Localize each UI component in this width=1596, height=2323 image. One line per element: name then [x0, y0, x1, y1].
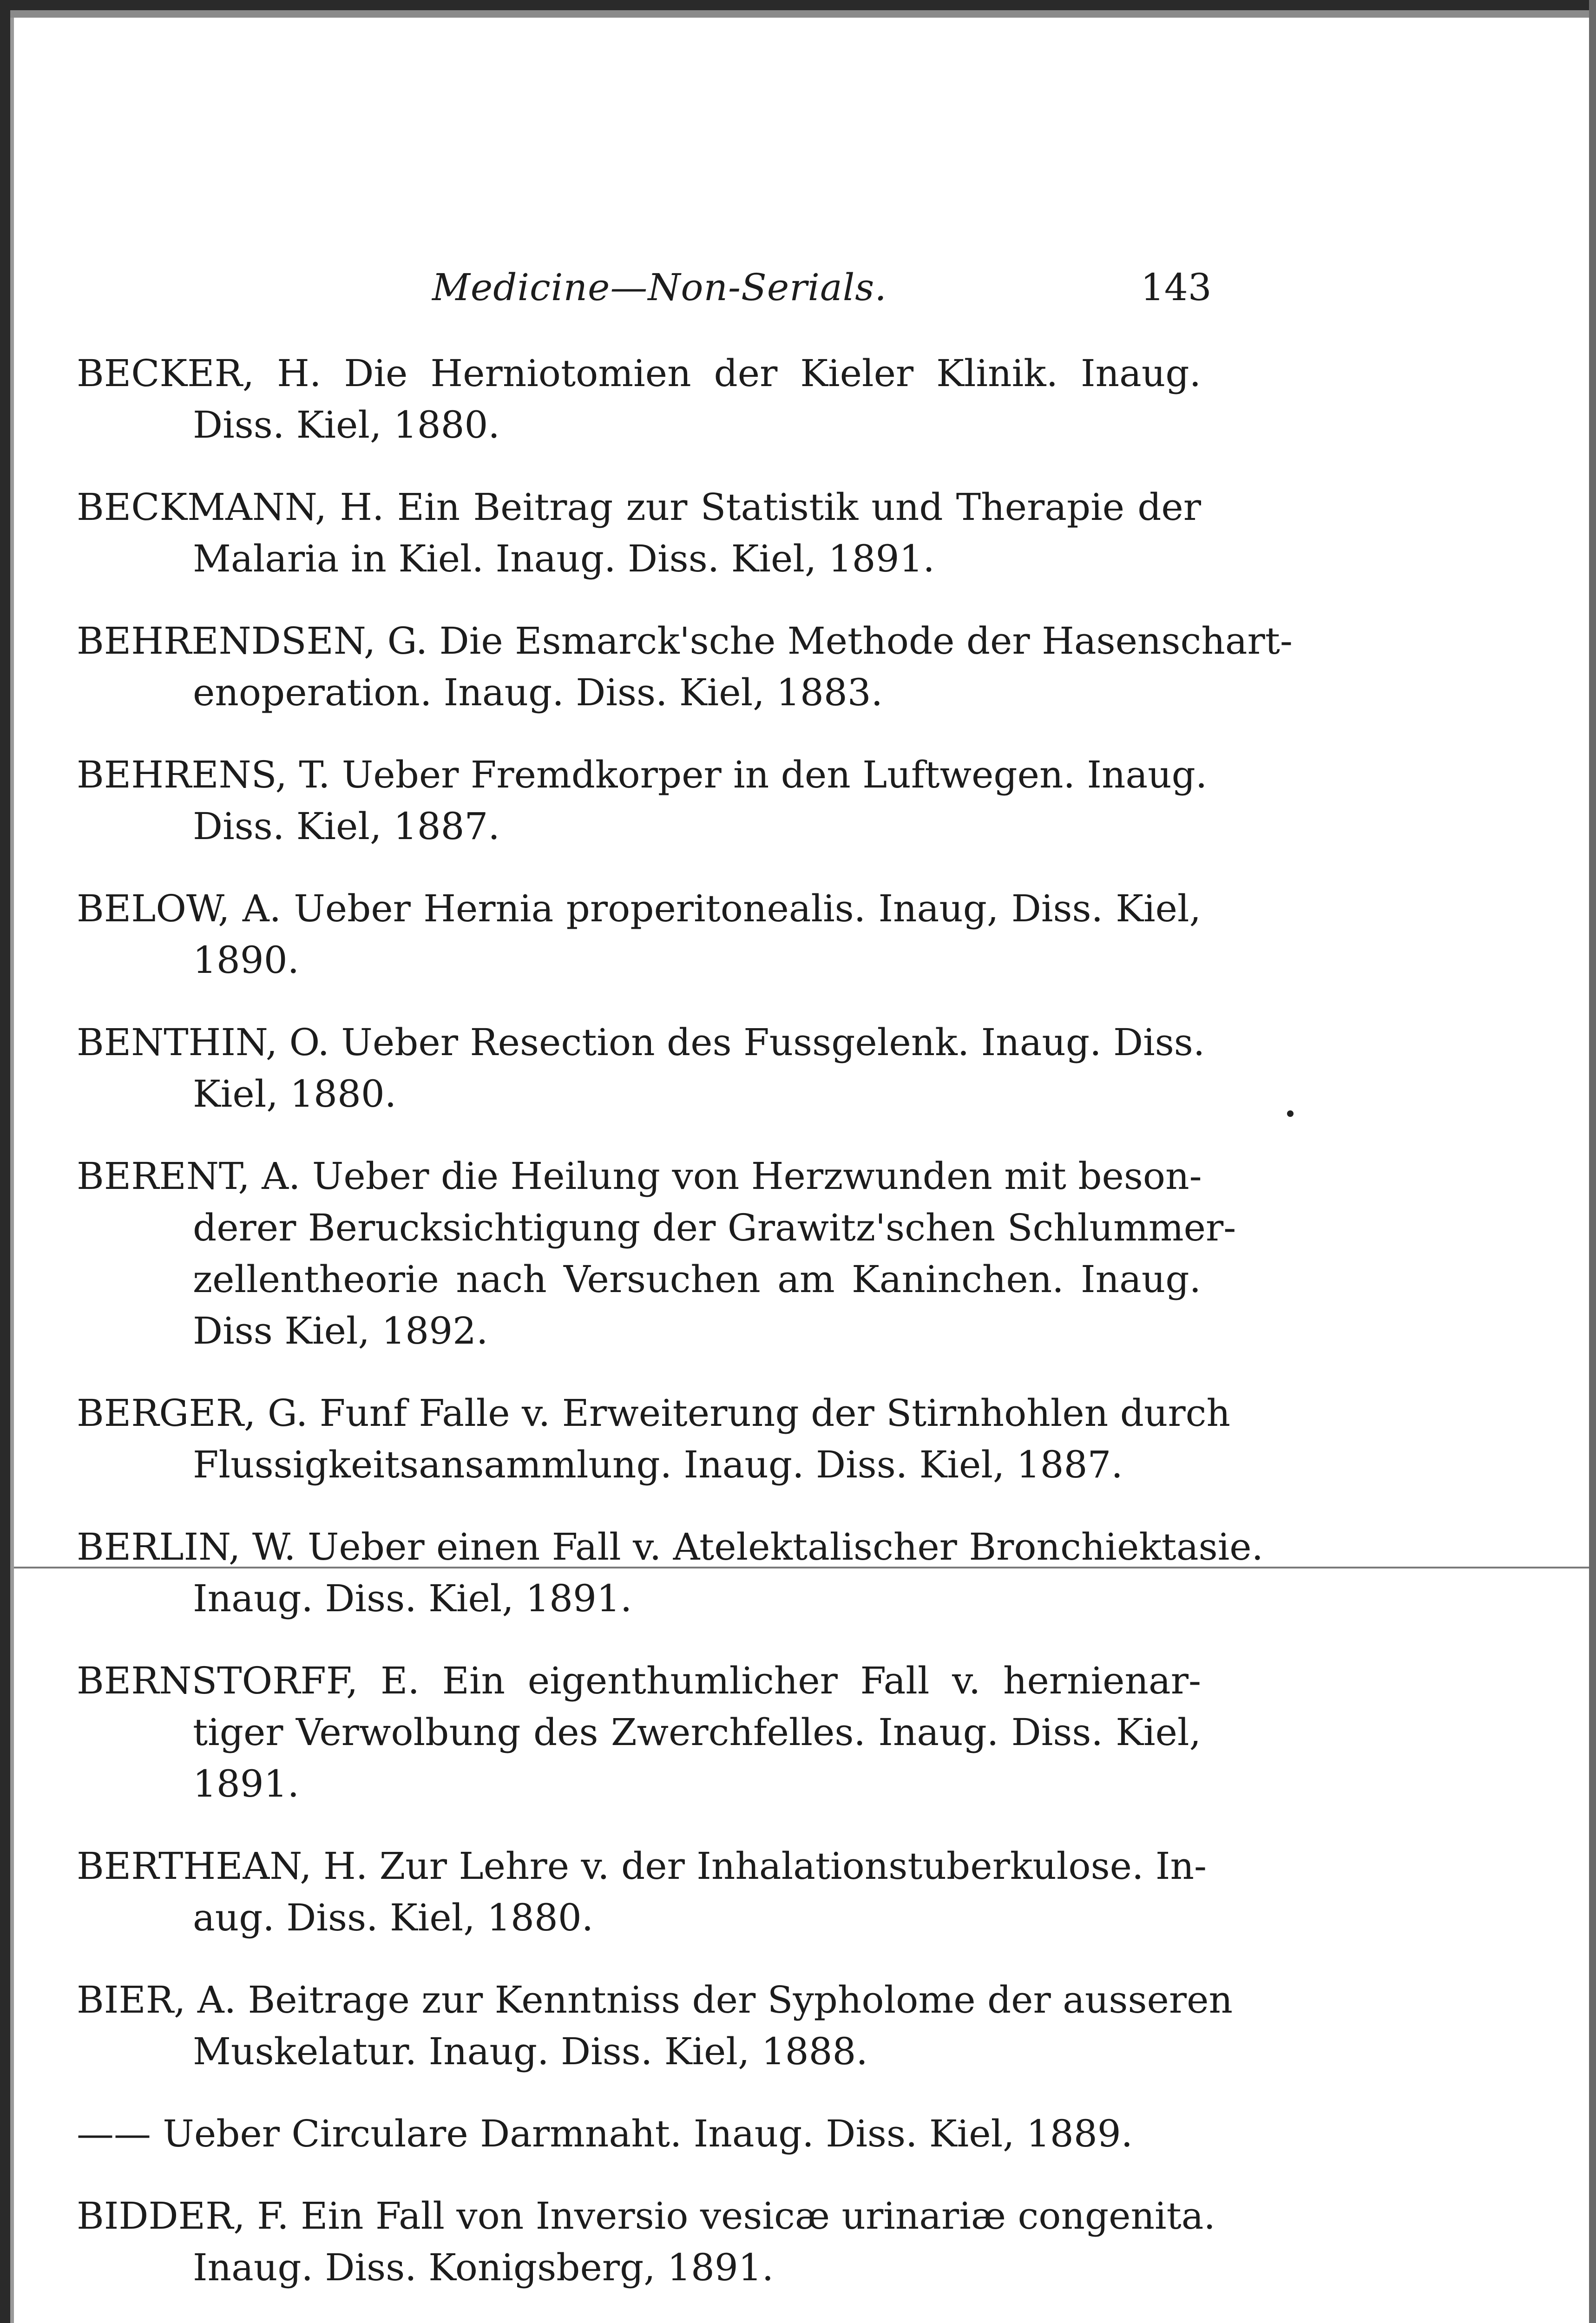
bibliography-entry: [77, 1974, 1233, 2077]
running-head: Medicine—Non-Serials.: [432, 266, 887, 309]
scan-edge-left: [0, 0, 10, 2323]
bibliography-entry: [77, 2108, 1201, 2159]
bibliography-entry: [77, 1387, 1231, 1490]
entry-first-line: BENTHIN, O. Ueber Resection des Fussgelenk. Inaug. Diss.: [77, 1021, 1205, 1064]
entry-continuation-line: Diss. Kiel, 1880.: [193, 403, 500, 446]
page-number: 143: [1141, 266, 1212, 309]
entry-first-line: BIER, A. Beitrage zur Kenntniss der Sypholome der ausseren: [77, 1978, 1233, 2021]
bibliography-entry: [77, 1655, 1201, 1810]
bibliography-entry: [77, 1150, 1236, 1357]
entry-continuation-line: Diss. Kiel, 1887.: [193, 805, 500, 848]
entry-continuation-line: zellentheorie nach Versuchen am Kaninchen. Inaug.: [193, 1258, 1201, 1301]
entry-first-line: BECKER, H. Die Herniotomien der Kieler Klinik. Inaug.: [77, 352, 1201, 395]
entry-continuation-line: enoperation. Inaug. Diss. Kiel, 1883.: [193, 671, 883, 714]
entry-first-line: BELOW, A. Ueber Hernia properitonealis. Inaug, Diss. Kiel,: [77, 887, 1201, 930]
scan-edge-right: [1589, 0, 1596, 2323]
bibliography-entry: [77, 1017, 1205, 1120]
entry-continuation-line: Kiel, 1880.: [193, 1072, 397, 1116]
entry-first-line: BEHRENDSEN, G. Die Esmarck'sche Methode der Hasenschart-: [77, 619, 1293, 663]
entry-first-line: BERTHEAN, H. Zur Lehre v. der Inhalationstuberkulose. In-: [77, 1844, 1207, 1888]
scan-edge-left-shadow: [10, 18, 14, 2323]
entry-first-line: BIDDER, F. Ein Fall von Inversio vesicæ urinariæ congenita.: [77, 2194, 1215, 2238]
entry-first-line: BERENT, A. Ueber die Heilung von Herzwunden mit beson-: [77, 1155, 1202, 1198]
scan-edge-top: [0, 0, 1596, 10]
entry-continuation-line: Inaug. Diss. Kiel, 1891.: [193, 1577, 632, 1620]
entry-continuation-line: Flussigkeitsansammlung. Inaug. Diss. Kiel, 1887.: [193, 1443, 1123, 1486]
entry-continuation-line: derer Berucksichtigung der Grawitz'schen Schlummer-: [193, 1206, 1236, 1249]
bibliography-entry: [77, 615, 1293, 718]
bibliography-entry: [77, 2190, 1215, 2293]
bibliography-entry: [77, 883, 1201, 986]
page-header: [0, 260, 1596, 325]
bibliography-entry: [77, 481, 1201, 584]
entry-continuation-line: 1891.: [193, 1762, 300, 1805]
bibliography-entry: [77, 1521, 1264, 1624]
bibliography-entry: [77, 1840, 1207, 1943]
entry-first-line: BERNSTORFF, E. Ein eigenthumlicher Fall v. hernienar-: [77, 1659, 1201, 1702]
entry-continuation-line: Muskelatur. Inaug. Diss. Kiel, 1888.: [193, 2030, 868, 2073]
entry-first-line: BEHRENS, T. Ueber Fremdkorper in den Luftwegen. Inaug.: [77, 753, 1208, 796]
entry-continuation-line: Malaria in Kiel. Inaug. Diss. Kiel, 1891.: [193, 537, 935, 580]
entry-first-line: —— Ueber Circulare Darmnaht. Inaug. Diss. Kiel, 1889.: [77, 2112, 1133, 2155]
entry-continuation-line: Inaug. Diss. Konigsberg, 1891.: [193, 2246, 774, 2289]
entry-first-line: BECKMANN, H. Ein Beitrag zur Statistik und Therapie der: [77, 486, 1201, 529]
bibliography-entry: [77, 348, 1201, 451]
entry-continuation-line: tiger Verwolbung des Zwerchfelles. Inaug. Diss. Kiel,: [193, 1711, 1201, 1754]
entry-continuation-line: 1890.: [193, 938, 300, 982]
entry-continuation-line: Diss Kiel, 1892.: [193, 1309, 488, 1352]
entry-continuation-line: aug. Diss. Kiel, 1880.: [193, 1896, 594, 1939]
entry-first-line: BERLIN, W. Ueber einen Fall v. Atelektalischer Bronchiektasie.: [77, 1525, 1264, 1568]
bibliography-list: [77, 348, 1293, 2323]
bibliography-entry: [77, 749, 1208, 852]
entry-first-line: BERGER, G. Funf Falle v. Erweiterung der Stirnhohlen durch: [77, 1391, 1231, 1435]
ink-speck: [1287, 1110, 1294, 1117]
scan-edge-shadow: [0, 10, 1596, 18]
